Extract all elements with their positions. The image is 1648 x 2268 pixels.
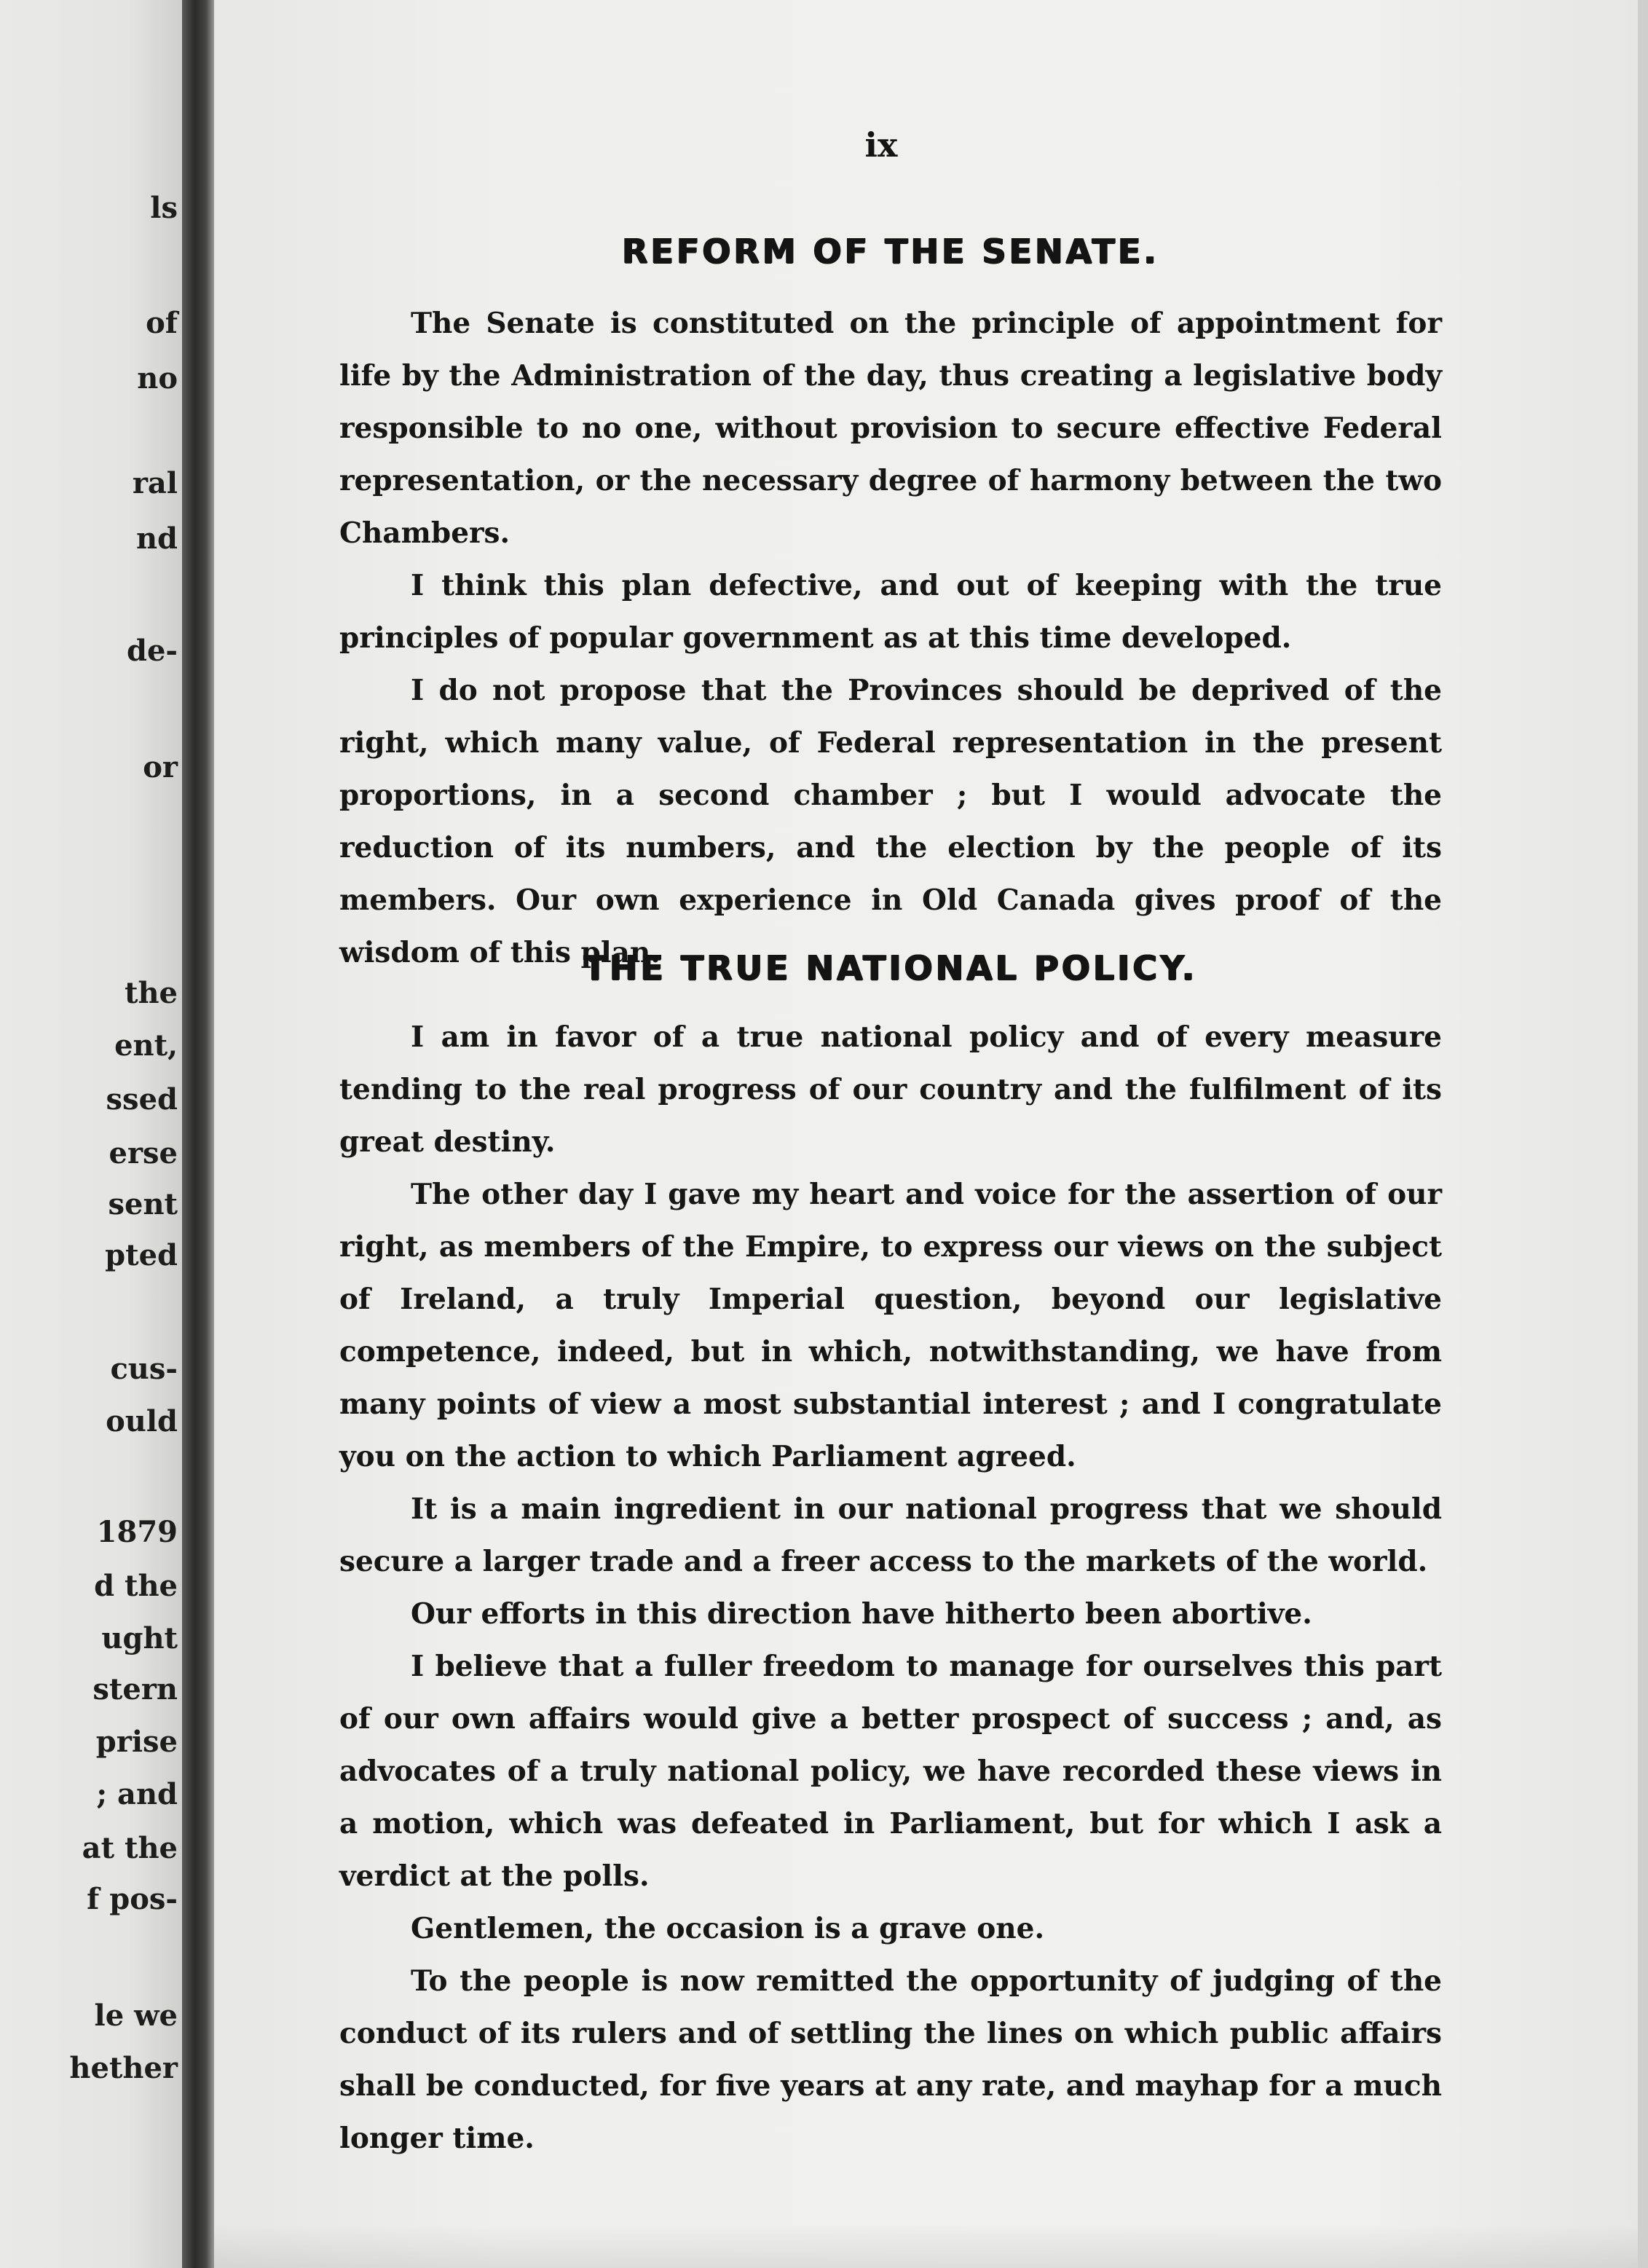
left-fragment: de- [126,634,178,668]
paragraph: I think this plan defective, and out of keeping with the true principles of popular government as at this time developed. [339,569,1442,655]
page-number: ix [864,125,898,165]
left-fragment: le we [94,1999,178,2033]
left-fragment: nd [135,521,178,556]
left-fragment: prise [95,1725,178,1759]
left-fragment: erse [109,1136,178,1170]
left-fragment: ; and [96,1777,178,1811]
left-fragment: no [137,361,178,395]
section-heading-national-policy: THE TRUE NATIONAL POLICY. [583,948,1198,988]
paragraph: Gentlemen, the occasion is a grave one. [411,1912,1045,1945]
left-fragment: ral [132,466,178,500]
left-fragment: ent, [114,1028,178,1063]
left-fragment: ught [101,1621,178,1655]
page-edge [1638,0,1648,2268]
paragraph: The other day I gave my heart and voice for the assertion of our right, as members of the Empire, to express our views on the subject of Ireland, a truly Imperial question, beyond our legislative competence, indeed, but in which, notwithstanding, we have from many points of view a most substantial interest ; and I congratulate you on the action to which Parliament agreed. [339,1178,1442,1473]
page-shadow [214,2224,1648,2268]
section-heading-senate: REFORM OF THE SENATE. [622,232,1159,271]
paragraph: The Senate is constituted on the principle of appointment for life by the Administration of the day, thus creating a legislative body responsible to no one, without provision to secure effective Federal representation, or the necessary degree of harmony between the two Chambers. [339,307,1442,550]
paragraph: I believe that a fuller freedom to manage for ourselves this part of our own affairs would give a better prospect of success ; and, as advocates of a truly national policy, we have recorded these views in a motion, which was defeated in Parliament, but for which I ask a verdict at the polls. [339,1650,1442,1893]
left-fragment: f pos- [87,1882,178,1916]
left-fragment: pted [105,1238,178,1272]
section-body-senate [339,297,1442,979]
book-gutter [182,0,214,2268]
facing-page-left [0,0,182,2268]
paragraph: It is a main ingredient in our national progress that we should secure a larger trade and a freer access to the markets of the world. [339,1492,1442,1578]
left-fragment: ssed [106,1082,178,1117]
left-fragment: of [146,306,178,340]
paragraph: To the people is now remitted the opportunity of judging of the conduct of its rulers and of settling the lines on which public affairs shall be conducted, for five years at any rate, and mayhap for a much longer time. [339,1964,1442,2155]
paragraph: Our efforts in this direction have hitherto been abortive. [411,1597,1312,1631]
left-fragment: 1879 [96,1515,178,1549]
left-fragment: ls [150,191,178,225]
left-fragment: or [143,750,178,784]
left-fragment: ould [106,1404,178,1438]
left-fragment: sent [108,1187,178,1221]
section-body-national-policy [339,1011,1442,2165]
left-fragment: hether [69,2051,178,2085]
left-fragment: cus- [110,1352,178,1386]
left-fragment: at the [82,1831,178,1865]
paragraph: I do not propose that the Provinces should be deprived of the right, which many value, of Federal representation in the present proportions, in a second chamber ; but I would advocate the reduction of its numbers, and the election by the people of its members. Our own experience in Old Canada gives proof of the wisdom of this plan. [339,674,1442,969]
left-fragment: stern [92,1672,178,1706]
left-fragment: d the [94,1569,178,1603]
paragraph: I am in favor of a true national policy and of every measure tending to the real progress of our country and the fulfilment of its great destiny. [339,1020,1442,1159]
left-fragment: the [124,976,178,1010]
